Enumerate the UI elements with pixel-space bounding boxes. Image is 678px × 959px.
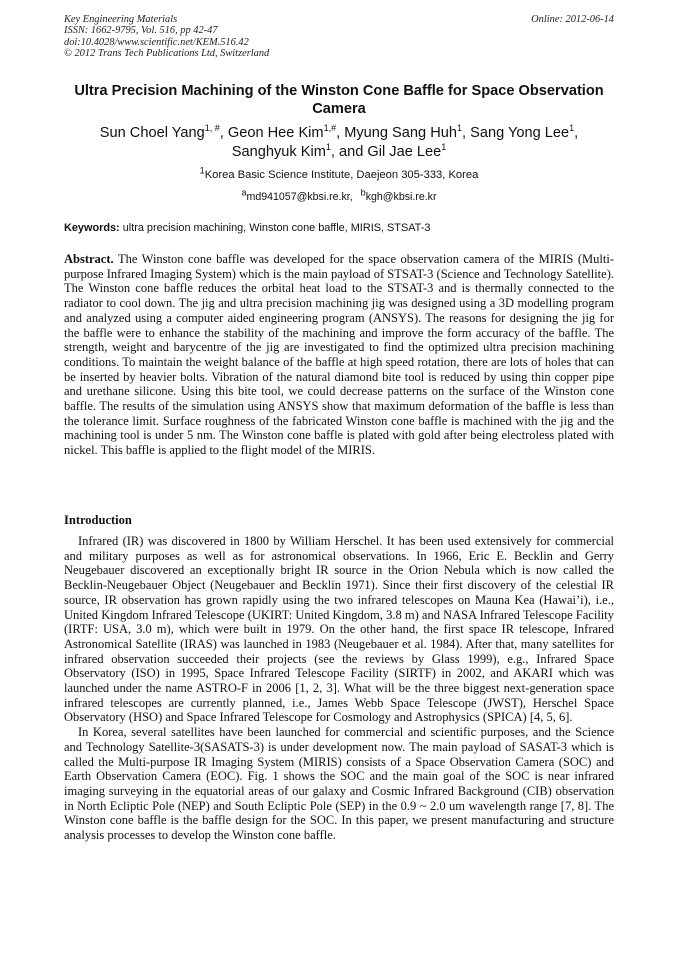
paragraph: In Korea, several satellites have been launched for commercial and scientific purposes, and the Science and Technology Satellite-3(SASATS-3) is under development now. The main payload of SASAT-3 which is called the Multi-purpose IR Imaging System (MIRIS) consists of a Space Observation Camera (SOC) and Earth Observation Camera (EOC). Fig. 1 shows the SOC and the main goal of the SOC is near infrared imaging surveying in the equatorial areas of our galaxy and Cosmic Infrared Background (CIB) observation in North Ecliptic Pole (NEP) and South Ecliptic Pole (SEP) in the 0.9 ~ 2.0 um wavelength range [7, 8]. The Winston cone baffle is the baffle design for the SOC. In this paper, we present manufacturing and structure analysis processes to develop the Winston cone baffle. — [64, 725, 614, 843]
author: Sanghyuk Kim$^1$, and — [231, 142, 368, 160]
email-b: $^b$kgh@kbsi.re.kr — [360, 187, 437, 203]
issn-line: ISSN: 1662-9795, Vol. 516, pp 42-47 — [64, 25, 218, 37]
affiliation: $^1$Korea Basic Science Institute, Daejeon 305-333, Korea — [199, 165, 479, 181]
abstract-label: Abstract. — [64, 252, 114, 266]
email-a: $^a$md941057@kbsi.re.kr, — [241, 187, 353, 203]
abstract-text: The Winston cone baffle was developed for the space observation camera of the MIRIS (Multi-purpose Infrared Imaging System) which is the main payload of STSAT-3 (Science and Technology Satellite). The Winston cone baffle reduces the orbital heat load to the STSAT-3 and is thermally connected to the radiator to cool down. The jig and ultra precision machining jig was designed using a 3D modelling program and analyzed using a computer aided engineering program (ANSYS). The reasons for designing the jig for the baffle were to enhance the stability of the machining and improve the form accuracy of the baffle. The strength, weight and barycentre of the jig are investigated to find the optimized ultra precision machining conditions. To maintain the weight balance of the baffle at high speed rotation, there are lots of holes that can be inserted by heavier bolts. Vibration of the natural diamond bite tool is reduced by using thin copper pipe and urethane silicone. Using this bite tool, we could decrease patterns on the surface of the Winston cone baffle. The results of the simulation using ANSYS show that maximum deformation of the baffle is less than the tolerance limit. Surface roughness of the fabricated Winston cone baffle is machined with the jig and the machining tool is under 5 nm. The Winston cone baffle is plated with gold after being electroless plated with nickel. This baffle is applied to the flight model of the MIRIS. — [64, 252, 614, 458]
keywords-text: ultra precision machining, Winston cone baffle, MIRIS, STSAT-3 — [122, 222, 431, 234]
author: Myung Sang Huh$^1$, — [344, 123, 471, 141]
abstract — [64, 252, 614, 458]
author-list — [64, 124, 614, 162]
paper-title: Ultra Precision Machining of the Winston Cone Baffle for Space Observation Camera — [74, 83, 604, 117]
journal-name: Key Engineering Materials — [64, 14, 178, 25]
author: Gil Jae Lee$^1$ — [367, 142, 447, 160]
author-emails — [64, 187, 614, 204]
online-date: Online: 2012-06-14 — [531, 14, 614, 25]
doi-line: doi:10.4028/www.scientific.net/KEM.516.42 — [64, 36, 249, 48]
author: Sang Yong Lee$^1$, — [470, 123, 579, 141]
section-heading-introduction: Introduction — [64, 513, 132, 527]
keywords-label: Keywords: — [64, 222, 120, 234]
journal-header — [64, 14, 614, 60]
author: Sun Choel Yang$^{1, \#}$, — [99, 123, 228, 141]
paragraph: Infrared (IR) was discovered in 1800 by William Herschel. It has been used extensively for commercial and military purposes as well as for astronomical observations. In 1966, Eric E. Becklin and Gerry Neugebauer discovered an exceptionally bright IR source in the Orion Nebula which is now called the Becklin-Neugebauer Object (Neugebauer and Becklin 1971). Since their first discovery of the celestial IR source, IR observation has grown rapidly using the two infrared telescopes on Mauna Kea (Hawai’i), i.e., United Kingdom Infrared Telescope (UKIRT: United Kingdom, 3.8 m) and NASA Infrared Telescope Facility (IRTF: USA, 3.0 m), which were built in 1979. On the other hand, the first space IR telescope, Infrared Astronomical Satellite (IRAS) was launched in 1983 (Neugebauer et al. 1984). After that, many satellites for infrared observation succeeded their projects (see the reviews by Glass 1999), e.g., Infrared Space Observatory (ISO) in 1995, Space Infrared Telescope Facility (SIRTF) in 2002, and AKARI which was launched under the name ASTRO-F in 2006 [1, 2, 3]. What will be the three biggest next-generation space infrared telescopes are currently planned, i.e., James Webb Space Telescope (JWST), Herschel Space Observatory (HSO) and Space Infrared Telescope for Cosmology and Astrophysics (SPICA) [4, 5, 6]. — [64, 534, 614, 725]
copyright-line: © 2012 Trans Tech Publications Ltd, Switzerland — [64, 48, 270, 60]
keywords — [64, 222, 614, 235]
introduction-body — [64, 534, 614, 843]
author: Geon Hee Kim$^{1,\#}$, — [227, 123, 345, 141]
